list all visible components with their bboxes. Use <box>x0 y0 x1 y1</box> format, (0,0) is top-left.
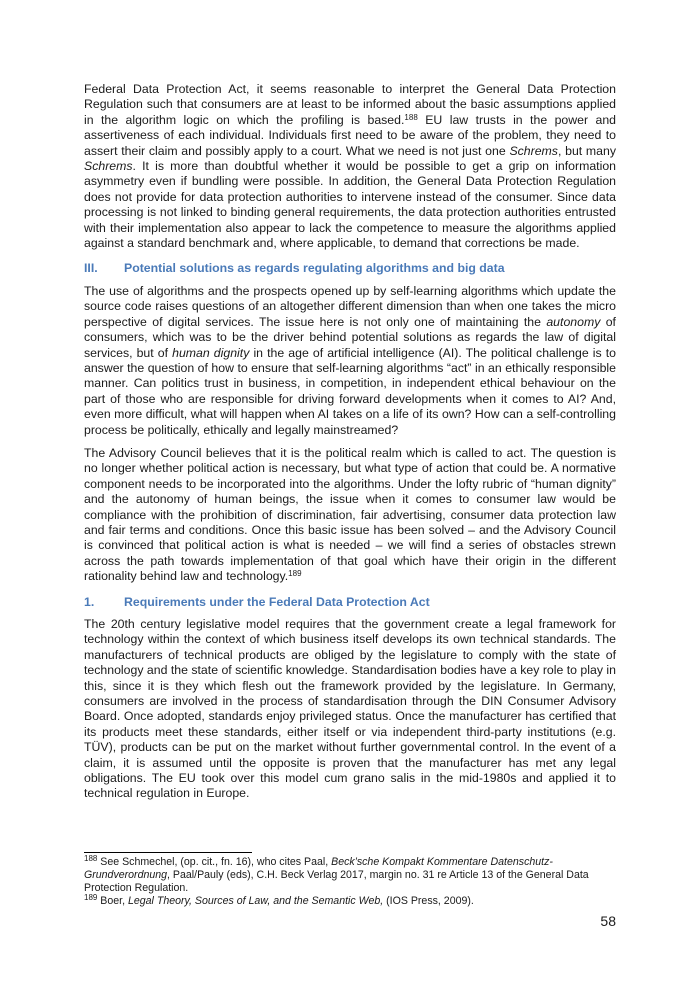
emphasis-schrems-plural: Schrems <box>84 159 133 174</box>
text-run: See Schmechel, (op. cit., fn. 16), who cites Paal, <box>97 856 332 868</box>
text-run: , but many <box>557 143 617 158</box>
emphasis-title: Beck’sche Kompakt Kommentare Datenschutz-Grundverordnung <box>84 856 553 881</box>
section-title: Potential solutions as regards regulating algorithms and big data <box>124 261 505 276</box>
page-body <box>84 82 616 810</box>
footnote-189 <box>84 895 616 908</box>
footnote-ref-188[interactable]: 188 <box>404 112 418 122</box>
text-run: Boer, <box>97 895 128 907</box>
text-run: The use of algorithms and the prospects opened up by self-learning algorithms which update the source code raises questions of an altogether different dimension than when one takes the micro perspective of digital services. The issue here is not only one of maintaining the <box>84 283 616 329</box>
text-run: EU law trusts in the power and assertiveness of each individual. Individuals first need to be aware of the problem, they need to assert their claim and possibly apply to a court. What we need is not just one <box>84 112 617 158</box>
footnote-number: 189 <box>84 893 98 902</box>
section-number: III. <box>84 261 98 276</box>
paragraph-algorithms <box>84 284 616 438</box>
footnote-separator <box>84 852 252 853</box>
emphasis-human-dignity: human dignity <box>172 345 250 360</box>
text-run: The Advisory Council believes that it is the political realm which is called to act. The question is no longer whether political action is necessary, but what type of action that could be. A normative component needs to be incorporated into the algorithms. Under the lofty rubric of “human dignity” and the autonomy of human beings, the issue when it comes to consumer law would be compliance with the prohibition of discrimination, fair advertising, consumer data protection law and fair terms and conditions. Once this basic issue has been solved – and the Advisory Council is convinced that political action is what is needed – we will find a series of obstacles strewn across the path towards implementation of that goal which have their origin in the different rationality behind law and technology. <box>84 445 616 584</box>
section-title: Requirements under the Federal Data Protection Act <box>124 594 430 609</box>
text-run: of consumers, which was to be the driver behind potential solutions as regards the law of digital services, but of <box>84 314 616 360</box>
paragraph-legislative-model: The 20th century legislative model requires that the government create a legal framework for technology within the context of which business itself develops its own technical standards. The manufacturers of technical products are obliged by the legislature to comply with the state of technology and the state of scientific knowledge. Standardisation bodies have a key role to play in this, since it is they which flesh out the framework provided by the legislature. In Germany, consumers are involved in the process of standardisation through the DIN Consumer Advisory Board. Once adopted, standards enjoy privileged status. Once the manufacturer has certified that its products meet these standards, either itself or via independent third-party institutions (e.g. TÜV), products can be put on the market without further governmental control. In the event of a claim, it is assumed until the opposite is proven that the manufacturer has met any legal obligations. The EU took over this model cum grano salis in the mid-1980s and applied it to technical regulation in Europe. <box>84 617 616 801</box>
emphasis-title: Legal Theory, Sources of Law, and the Semantic Web, <box>127 895 384 907</box>
footnote-ref-189[interactable]: 189 <box>288 569 302 579</box>
page-number: 58 <box>600 913 616 929</box>
text-run: (IOS Press, 2009). <box>383 895 474 907</box>
text-run: in the age of artificial intelligence (AI). The political challenge is to answer the question of how to ensure that self-learning algorithms “act” in an ethically responsible manner. Can politics trust in business, in competition, in independent ethical behaviour on the part of those who are responsible for driving forward developments when it comes to AI? And, even more difficult, what will happen when AI takes on a life of its own? How can a self-controlling process be politically, ethically and legally mainstreamed? <box>84 345 616 437</box>
section-heading-1 <box>84 595 616 610</box>
section-number: 1. <box>84 594 95 609</box>
emphasis-schrems: Schrems <box>509 143 558 158</box>
paragraph-advisory-council <box>84 446 616 585</box>
section-heading-iii <box>84 261 616 276</box>
text-run: Federal Data Protection Act, it seems reasonable to interpret the General Data Protection Regulation such that consumers are at least to be informed about the basic assumptions applied in the algorithm logic on which the profiling is based. <box>84 82 616 127</box>
footnote-number: 188 <box>84 854 98 863</box>
text-run: , Paal/Pauly (eds), C.H. Beck Verlag 2017, margin no. 31 re Article 13 of the General Data Protection Regulation. <box>84 869 589 894</box>
footnote-188 <box>84 856 616 895</box>
emphasis-autonomy: autonomy <box>546 314 601 329</box>
text-run: . It is more than doubtful whether it would be possible to get a grip on information asymmetry even if bundling were possible. In addition, the General Data Protection Regulation does not provide for data protection authorities to intervene instead of the consumer. Since data processing is not linked to binding general requirements, the data protection authorities entrusted with their implementation also appear to lack the competence to measure the algorithms applied against a standard benchmark and, where applicable, to demand that corrections be made. <box>84 159 616 251</box>
footnotes <box>84 856 616 908</box>
paragraph-data-protection <box>84 82 616 251</box>
